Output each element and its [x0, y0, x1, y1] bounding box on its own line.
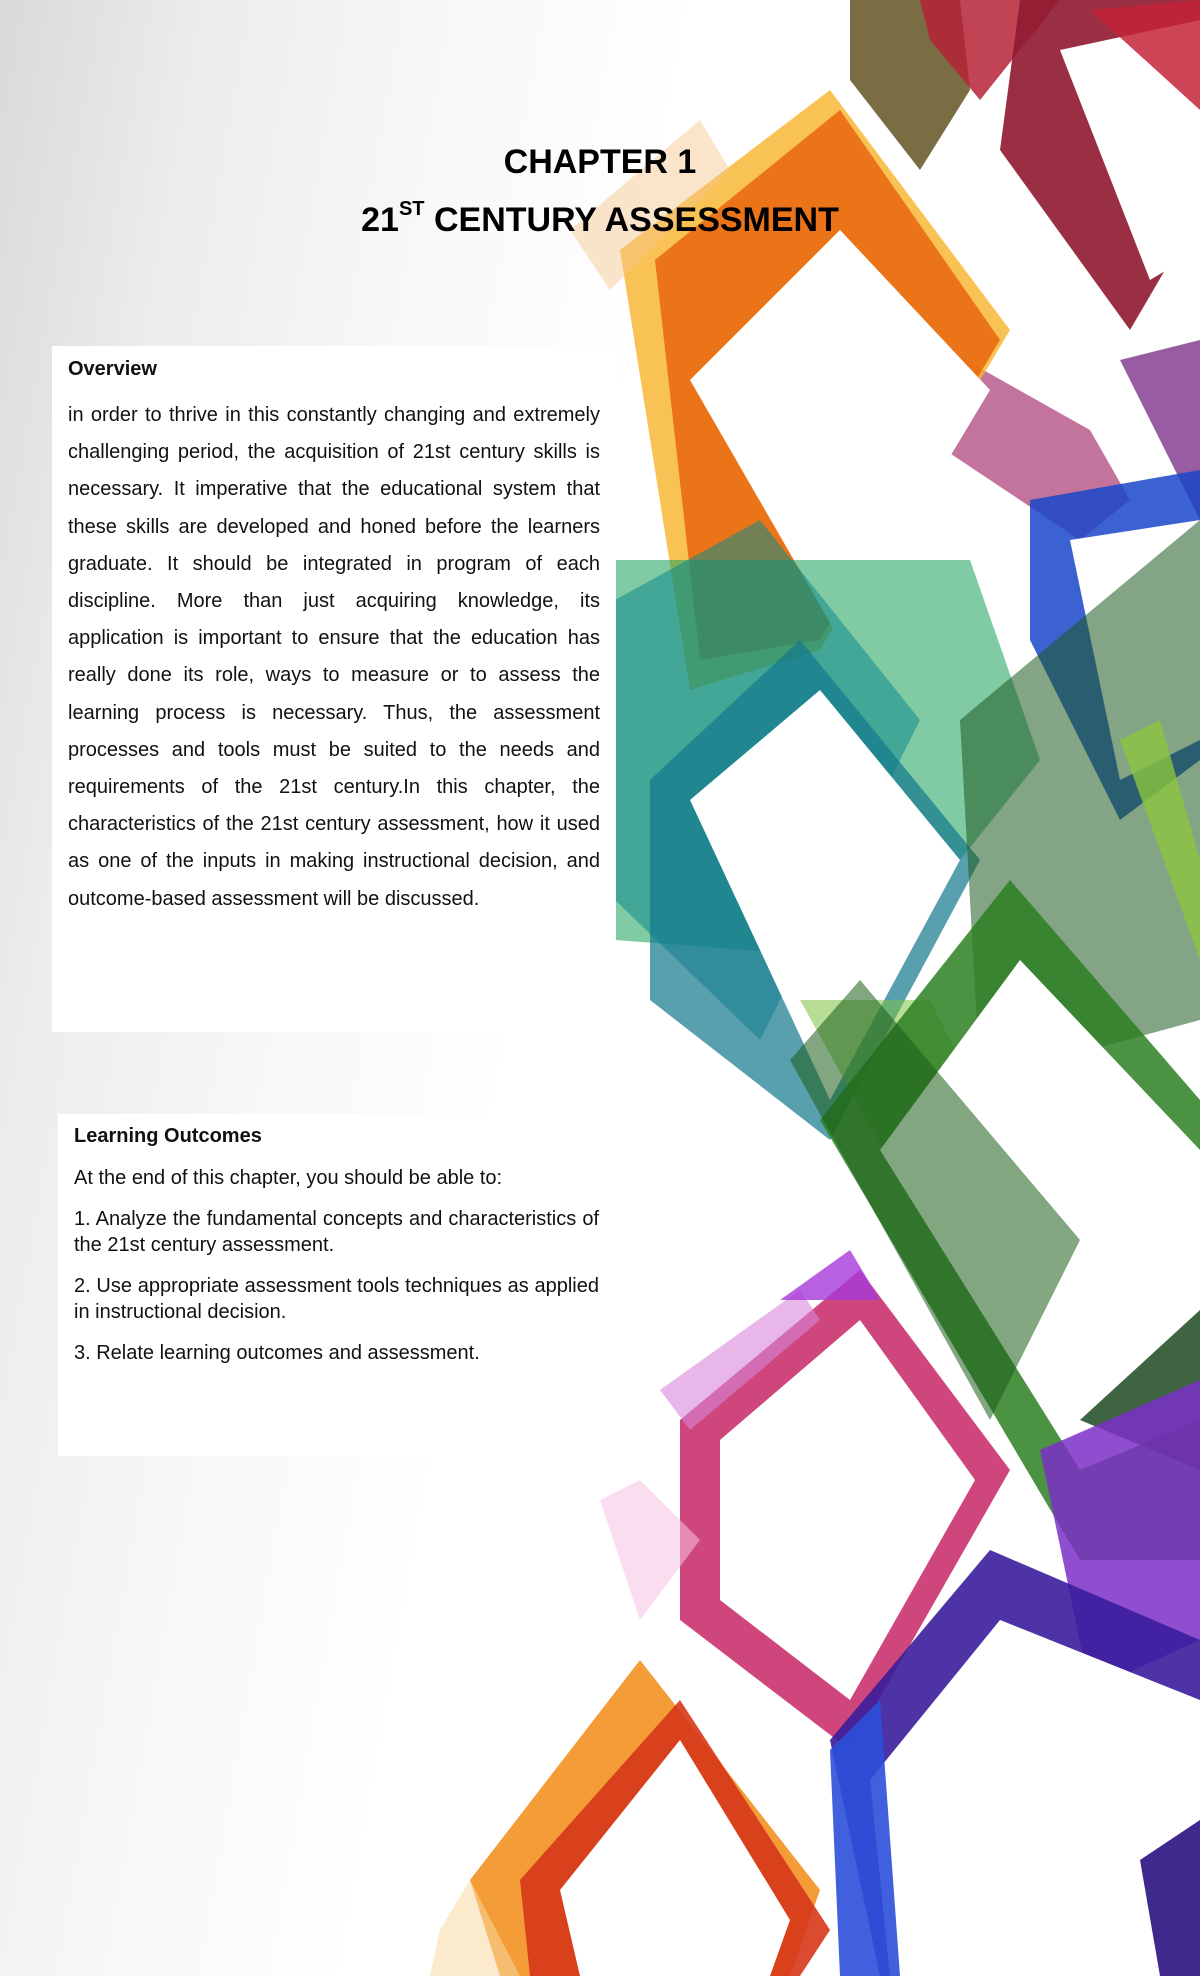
- subtitle-number: 21: [361, 201, 399, 239]
- chapter-title: CHAPTER 1: [503, 143, 697, 181]
- learning-outcomes-intro: At the end of this chapter, you should be able to:: [74, 1167, 503, 1189]
- overview-panel: [52, 346, 616, 1032]
- learning-outcomes-panel: [58, 1114, 615, 1456]
- learning-outcome-item: 2. Use appropriate assessment tools techniques as applied in instructional decision.: [74, 1275, 599, 1323]
- subtitle-superscript: ST: [398, 198, 425, 220]
- subtitle-rest: CENTURY ASSESSMENT: [424, 201, 839, 239]
- learning-outcome-item: 3. Relate learning outcomes and assessment.: [74, 1342, 480, 1364]
- chapter-subtitle: [300, 196, 900, 244]
- overview-heading: Overview: [68, 358, 157, 380]
- overview-text: in order to thrive in this constantly changing and extremely challenging period, the acquisition of 21st century skills is necessary. It imperative that the educational system that these skills are developed and honed before the learners graduate. It should be integrated in program of each discipline. More than just acquiring knowledge, its application is important to ensure that the education has really done its role, ways to measure or to assess the learning process is necessary. Thus, the assessment processes and tools must be suited to the needs and requirements of the 21st century.In this chapter, the characteristics of the 21st century assessment, how it used as one of the inputs in making instructional decision, and outcome-based assessment will be discussed.: [68, 404, 600, 910]
- learning-outcomes-heading: Learning Outcomes: [74, 1125, 262, 1147]
- learning-outcome-item: 1. Analyze the fundamental concepts and characteristics of the 21st century assessment.: [74, 1208, 599, 1256]
